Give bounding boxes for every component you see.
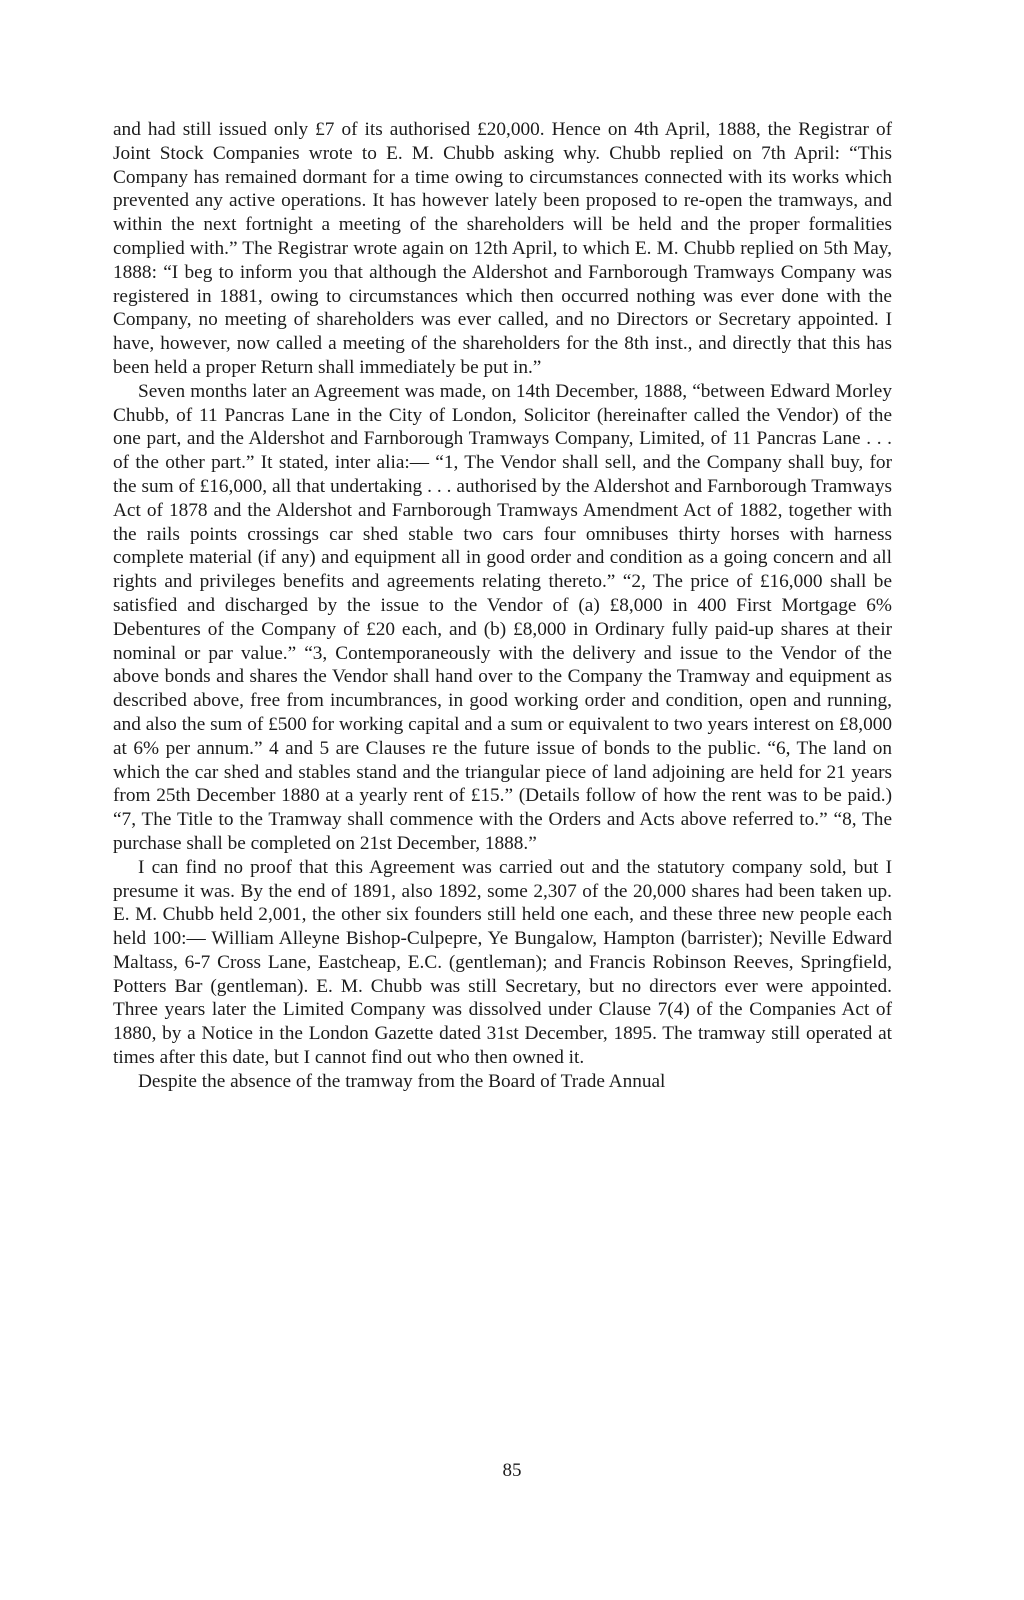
paragraph-despite: Despite the absence of the tramway from the Board of Trade Annual	[138, 1070, 666, 1092]
page-number: 85	[502, 1460, 522, 1481]
paragraph-agreement: Seven months later an Agreement was made, on 14th December, 1888, “between Edward Morley Chubb, of 11 Pancras Lane in the City of London, Solicitor (hereinafter called the Vendor) of the one part, and the Aldershot and Farnborough Tramways Company, Limited, of 11 Pancras Lane . . . of the other part.” It stated, inter alia:— “1, The Vendor shall sell, and the Company shall buy, for the sum of £16,000, all that undertaking . . . authorised by the Aldershot and Farnborough Tramways Act of 1878 and the Aldershot and Farnborough Tramways Amendment Act of 1882, together with the rails points crossings car shed stable two cars four omnibuses thirty horses with harness complete material (if any) and equipment all in good order and condition as a going concern and all rights and privileges benefits and agreements relating thereto.” “2, The price of £16,000 shall be satisfied and discharged by the issue to the Vendor of (a) £8,000 in 400 First Mortgage 6% Debentures of the Company of £20 each, and (b) £8,000 in Ordinary fully paid-up shares at their nominal or par value.” “3, Contemporaneously with the delivery and issue to the Vendor of the above bonds and shares the Vendor shall hand over to the Company the Tramway and equipment as described above, free from incumbrances, in good working order and condition, open and running, and also the sum of £500 for working capital and a sum or equivalent to two years interest on £8,000 at 6% per annum.” 4 and 5 are Clauses re the future issue of bonds to the public. “6, The land on which the car shed and stables stand and the triangular piece of land adjoining are held for 21 years from 25th December 1880 at a yearly rent of £15.” (Details follow of how the rent was to be paid.) “7, The Title to the Tramway shall commence with the Orders and Acts above referred to.” “8, The purchase shall be completed on 21st December, 1888.”	[113, 380, 892, 854]
page-body	[113, 118, 892, 1498]
paragraph-shareholders: I can find no proof that this Agreement was carried out and the statutory company sold, but I presume it was. By the end of 1891, also 1892, some 2,307 of the 20,000 shares had been taken up. E. M. Chubb held 2,001, the other six founders still held one each, and these three new people each held 100:— William Alleyne Bishop-Culpepre, Ye Bungalow, Hampton (barrister); Neville Edward Maltass, 6-7 Cross Lane, Eastcheap, E.C. (gentleman); and Francis Robinson Reeves, Springfield, Potters Bar (gentleman). E. M. Chubb was still Secretary, but no directors ever were appointed. Three years later the Limited Company was dissolved under Clause 7(4) of the Companies Act of 1880, by a Notice in the London Gazette dated 31st December, 1895. The tramway still operated at times after this date, but I cannot find out who then owned it.	[113, 856, 892, 1069]
paragraph-continuation: and had still issued only £7 of its authorised £20,000. Hence on 4th April, 1888, the Registrar of Joint Stock Companies wrote to E. M. Chubb asking why. Chubb replied on 7th April: “This Company has remained dormant for a time owing to circumstances connected with its works which prevented any active operations. It has however lately been proposed to re-open the tramways, and within the next fortnight a meeting of the shareholders will be held and the proper formalities complied with.” The Registrar wrote again on 12th April, to which E. M. Chubb replied on 5th May, 1888: “I beg to inform you that although the Aldershot and Farnborough Tramways Company was registered in 1881, owing to circumstances which then occurred nothing was ever done with the Company, no meeting of shareholders was ever called, and no Directors or Secretary appointed. I have, however, now called a meeting of the shareholders for the 8th inst., and directly that this has been held a proper Return shall immediately be put in.”	[113, 119, 892, 378]
